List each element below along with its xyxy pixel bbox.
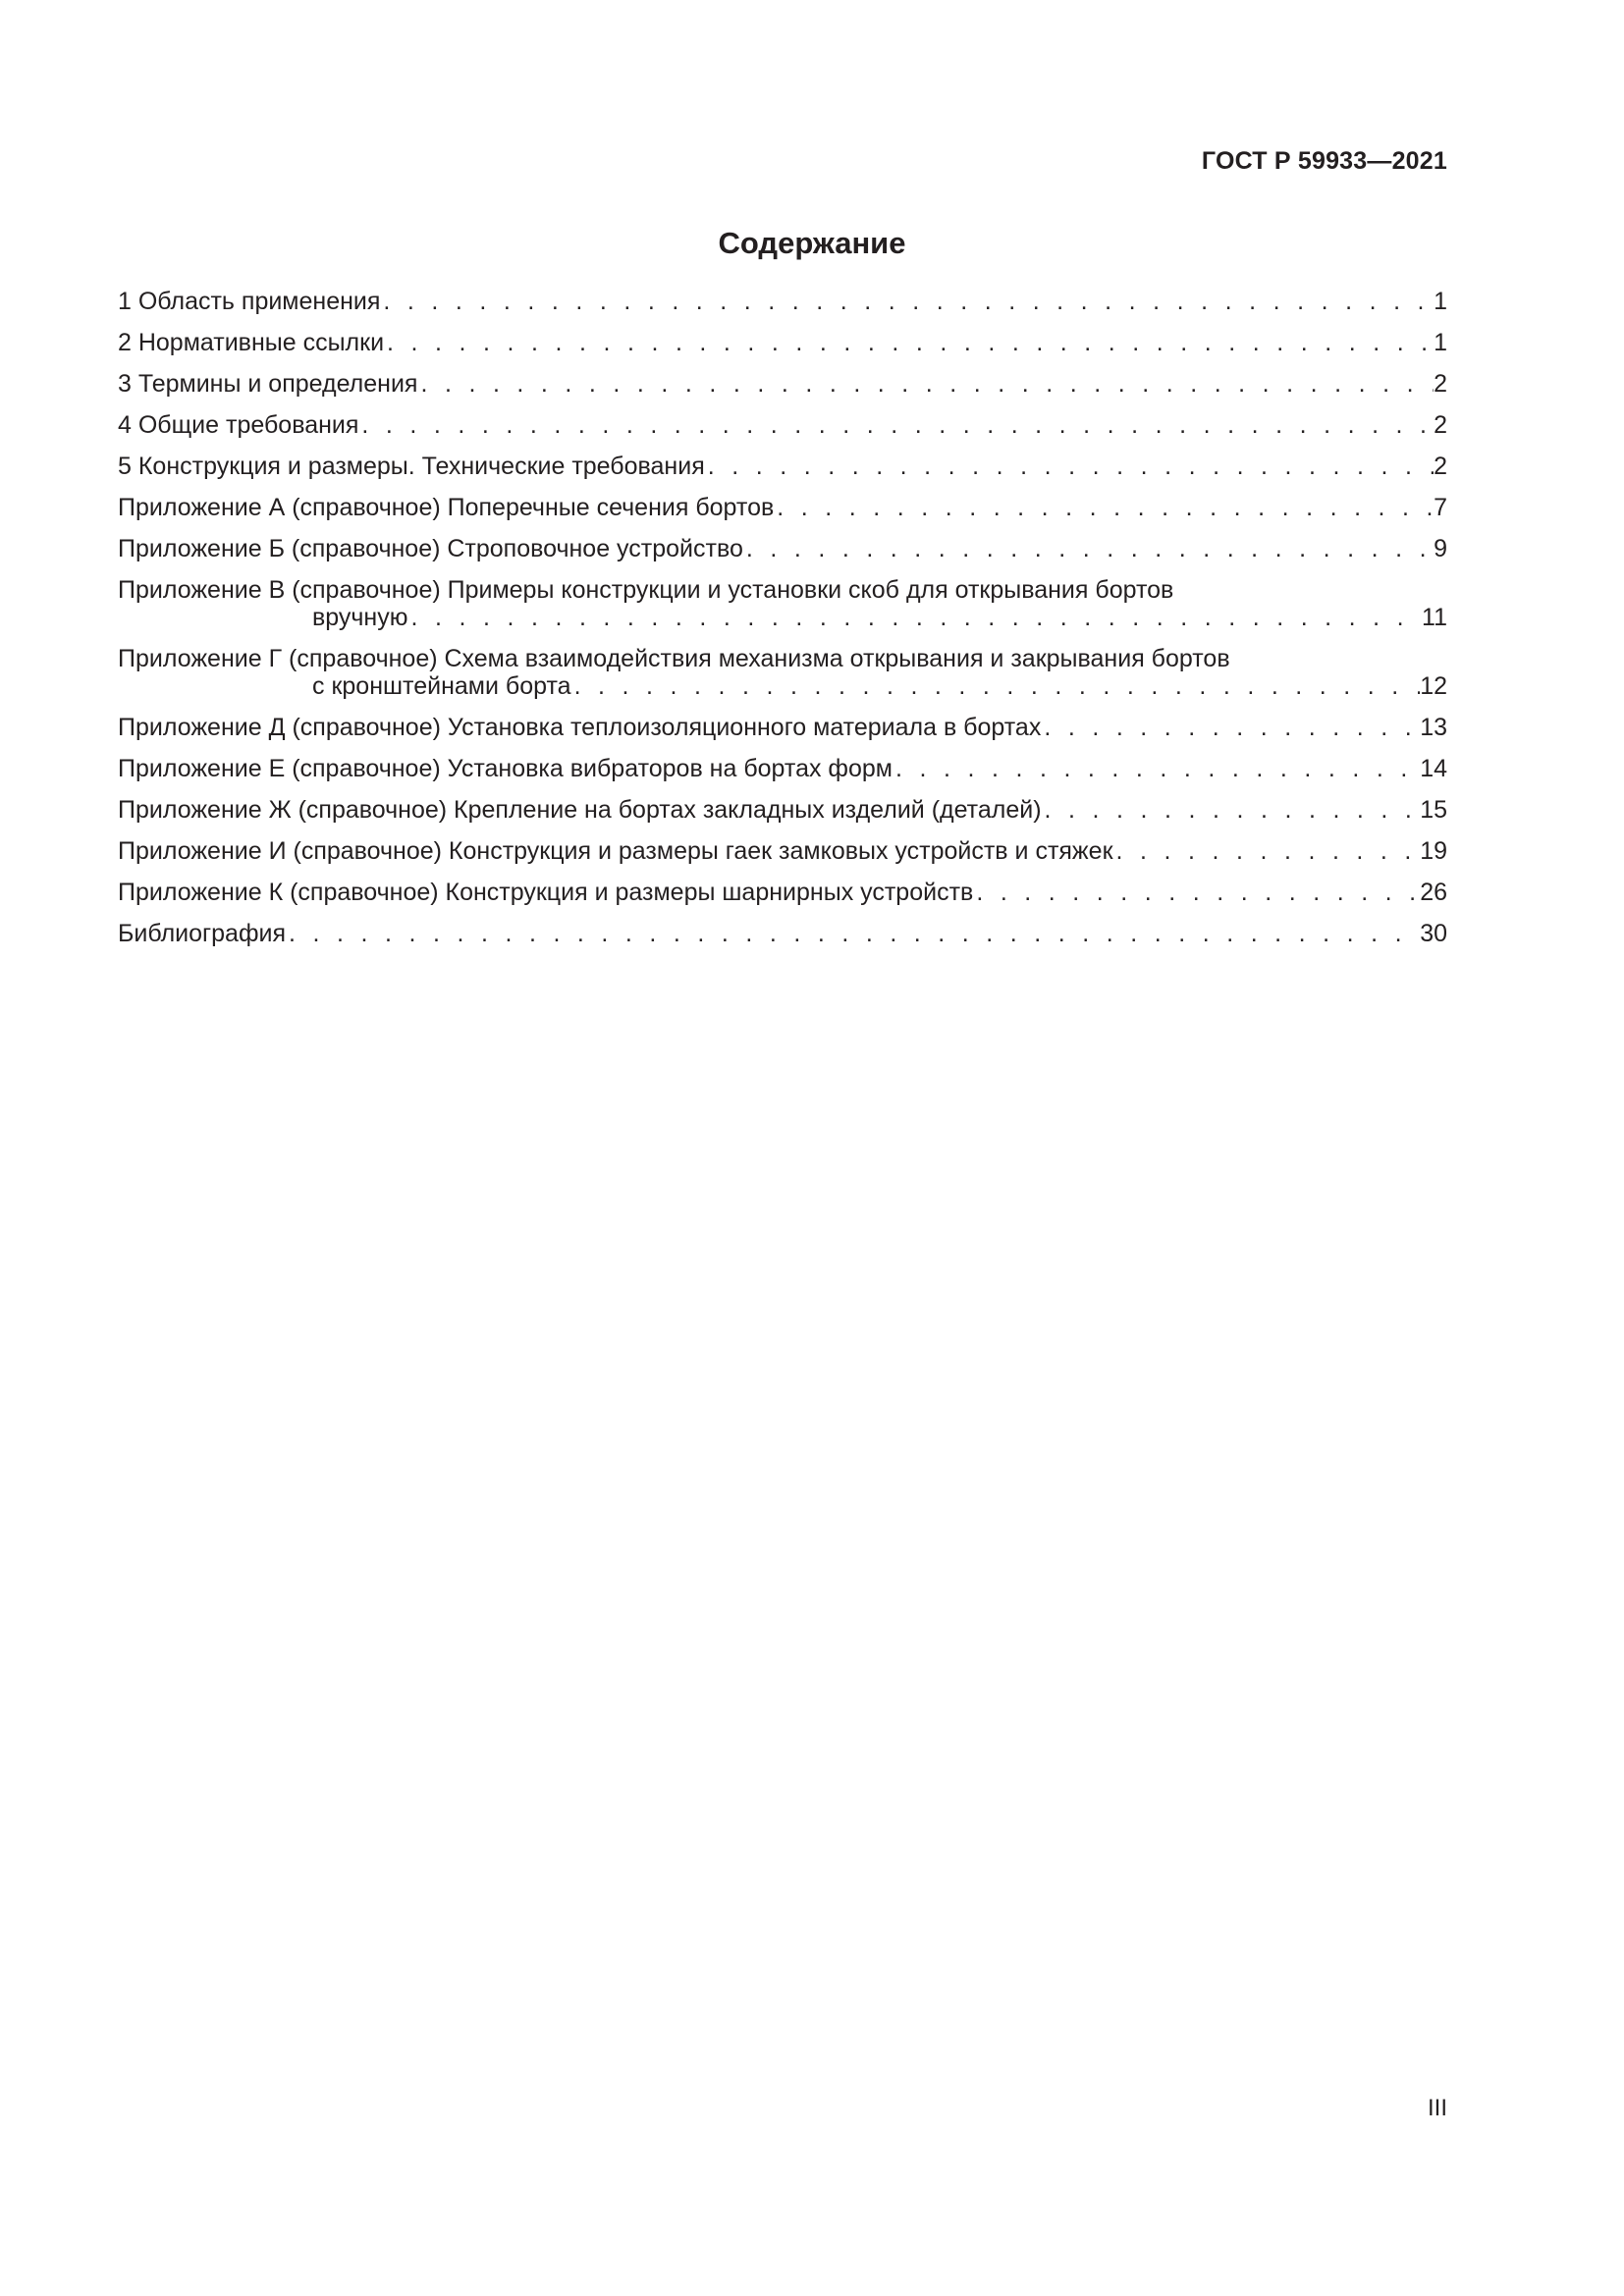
dot-leader [380,288,1434,315]
dot-leader [743,535,1434,562]
dot-leader [1042,796,1421,824]
dot-leader [384,329,1434,356]
dot-leader [1113,837,1421,865]
toc-entry-page: 1 [1434,288,1447,315]
dot-leader [286,920,1420,947]
toc-entry-label: Приложение Д (справочное) Установка теплоизоляционного материала в бортах [118,714,1042,741]
toc-entry-label: 3 Термины и определения [118,370,418,398]
toc-entry[interactable] [118,796,1447,824]
toc-entry-label: 1 Область применения [118,288,381,315]
toc-entry[interactable] [118,714,1447,741]
toc-entry-page: 26 [1420,879,1447,906]
toc-entry-page: 2 [1434,370,1447,398]
dot-leader [571,672,1421,700]
toc-entry-label: 2 Нормативные ссылки [118,329,385,356]
toc-entry-label: Приложение Е (справочное) Установка вибраторов на бортах форм [118,755,893,782]
dot-leader [1041,714,1420,741]
toc-entry[interactable] [118,370,1447,398]
toc-entry[interactable] [118,645,1447,700]
toc-entry-label: Приложение К (справочное) Конструкция и размеры шарнирных устройств [118,879,974,906]
toc-entry[interactable] [118,879,1447,906]
page-number: III [1427,2095,1447,2121]
toc-entry-page: 15 [1420,796,1447,824]
toc-entry-label: Приложение А (справочное) Поперечные сечения бортов [118,494,775,521]
dot-leader [417,370,1434,398]
toc-entry[interactable] [118,920,1447,947]
toc-entry-page: 9 [1434,535,1447,562]
dot-leader [705,453,1434,480]
table-of-contents [118,288,1447,961]
toc-entry-page: 13 [1420,714,1447,741]
toc-entry-page: 14 [1420,755,1447,782]
toc-title: Содержание [718,226,906,260]
toc-entry-page: 19 [1420,837,1447,865]
toc-entry-page: 11 [1422,604,1447,631]
toc-entry-label-continuation: с кронштейнами борта [312,672,571,700]
toc-entry-page: 2 [1434,453,1447,480]
toc-entry[interactable] [118,494,1447,521]
toc-entry[interactable] [118,755,1447,782]
toc-entry[interactable] [118,453,1447,480]
toc-entry[interactable] [118,535,1447,562]
toc-entry[interactable] [118,576,1447,631]
toc-entry-label: 5 Конструкция и размеры. Технические требования [118,453,705,480]
toc-entry-label: 4 Общие требования [118,411,359,439]
toc-entry-page: 2 [1434,411,1447,439]
toc-entry-label: Приложение В (справочное) Примеры конструкции и установки скоб для открывания бортов [118,576,1174,604]
toc-entry-page: 12 [1420,672,1447,700]
toc-entry-page: 7 [1434,494,1447,521]
toc-entry[interactable] [118,329,1447,356]
toc-entry[interactable] [118,288,1447,315]
document-code: ГОСТ Р 59933—2021 [1201,147,1447,175]
toc-entry-label: Приложение Б (справочное) Строповочное устройство [118,535,743,562]
toc-entry[interactable] [118,837,1447,865]
toc-entry-label: Приложение Ж (справочное) Крепление на бортах закладных изделий (деталей) [118,796,1042,824]
dot-leader [973,879,1420,906]
dot-leader [358,411,1434,439]
toc-entry-label: Библиография [118,920,287,947]
toc-entry-page: 30 [1420,920,1447,947]
toc-entry-page: 1 [1434,329,1447,356]
toc-entry-label: Приложение Г (справочное) Схема взаимодействия механизма открывания и закрывания бортов [118,645,1230,672]
toc-entry[interactable] [118,411,1447,439]
toc-entry-label: Приложение И (справочное) Конструкция и размеры гаек замковых устройств и стяжек [118,837,1113,865]
dot-leader [408,604,1423,631]
dot-leader [774,494,1434,521]
toc-entry-label-continuation: вручную [312,604,408,631]
dot-leader [893,755,1420,782]
